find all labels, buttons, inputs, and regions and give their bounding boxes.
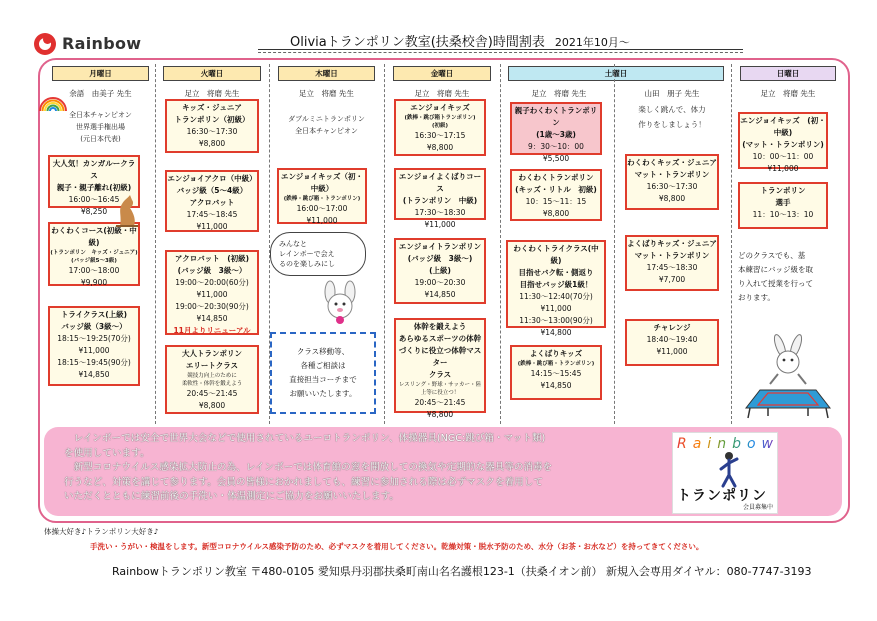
class-card[interactable] [738, 182, 828, 229]
sat-coach-note [617, 102, 727, 132]
class-time: 20:45〜21:45 [186, 389, 238, 398]
class-title: エンジョイトランポリン [398, 242, 482, 251]
class-price: ¥11,000 [540, 304, 572, 313]
teacher-sat-1: 足立 将磨 先生 [531, 89, 587, 98]
class-price: ¥5,500 [542, 154, 570, 163]
class-title: エンジョイアクロ（中級） [167, 174, 257, 183]
class-sub: アクロバット [189, 198, 235, 207]
class-sub: (バッジ級 3級〜） [177, 266, 247, 275]
note-line: 本練習にバッジ級を取 [738, 265, 813, 274]
class-time: 19:00〜20:30 [414, 278, 466, 287]
badge-practice-note [738, 249, 832, 305]
class-sub: 選手 [775, 198, 791, 207]
thu-coach-note [278, 113, 375, 137]
banner-line: 行うなど、対策を講じて参ります。会員の皆様におかれましても、練習に参加される際は必ずマスクを着用して [64, 476, 543, 488]
notice-line: 各種ご相談は [300, 361, 346, 370]
class-price: ¥8,800 [658, 194, 686, 203]
note-line: り入れて授業を行って [738, 279, 813, 288]
title-underline [258, 49, 743, 50]
class-price: ¥11,000 [656, 347, 688, 356]
promo-rainbow-text [677, 436, 779, 452]
notice-line: 直接担当コーチまで [289, 375, 357, 384]
notice-line: お願いいたします。 [289, 389, 357, 398]
bunny-mascot-icon [318, 278, 362, 324]
rainbow-logo [34, 32, 154, 56]
class-sub: (鉄棒・跳び箱・トランポリン) [283, 196, 361, 202]
class-title: 大人気！カンガルークラス [52, 159, 136, 180]
class-time: 11:30〜12:40(70分) [519, 292, 593, 301]
kangaroo-icon [112, 192, 142, 228]
class-card[interactable] [506, 240, 606, 337]
class-time: 16:00〜16:45 [68, 195, 120, 204]
class-card[interactable] [738, 112, 828, 173]
bubble-line: みんなと [279, 240, 307, 248]
class-sub: マット・トランポリン [634, 251, 710, 260]
class-card[interactable] [394, 318, 486, 419]
class-time: 20:45〜21:45 [414, 398, 466, 407]
class-card[interactable] [48, 222, 140, 286]
day-header-sun: 日曜日 [740, 66, 836, 81]
class-title: 親子わくわくトランポリン [514, 106, 598, 127]
class-price: ¥11,000 [767, 164, 799, 173]
day-header-thu: 木曜日 [278, 66, 375, 81]
class-sub: (バッジ級5〜3級) [71, 258, 117, 264]
day-header-sat: 土曜日 [508, 66, 724, 81]
note-line: 全日本チャンピオン [69, 111, 132, 119]
title-underline-dashed [258, 52, 743, 53]
class-time: 11:30〜13:00(90分) [519, 316, 593, 325]
class-time: 16:30〜17:15 [414, 131, 466, 140]
class-sub: (鉄棒・跳び箱トランポリン) [404, 115, 476, 121]
day-header-fri: 金曜日 [393, 66, 491, 81]
class-title: トランポリン [760, 186, 806, 195]
class-sub: (バッジ級 3級〜) [407, 254, 473, 263]
promo-rainbow-label: Rainbow [677, 436, 779, 452]
class-time: 18:40〜19:40 [646, 335, 698, 344]
column-separator [155, 64, 156, 424]
class-time: 16:30〜17:30 [186, 127, 238, 136]
class-card[interactable] [394, 99, 486, 156]
class-time: 10：00〜11：00 [752, 152, 814, 161]
gymnast-icon [717, 451, 741, 487]
note-line: ダブルミニトランポリン [288, 115, 365, 123]
bunny-trampoline-icon [738, 328, 838, 420]
class-card[interactable] [625, 319, 719, 366]
class-price: ¥11,000 [78, 346, 110, 355]
class-time: 18:15〜19:45(90分) [57, 358, 131, 367]
note-line: 作りをしましょう！ [638, 120, 706, 129]
page-title [290, 31, 730, 50]
class-title: よくばりキッズ・ジュニア [627, 239, 717, 248]
column-separator [500, 64, 501, 424]
class-title: エンジョイキッズ (初・中級) [740, 116, 826, 137]
mon-coach-note [52, 109, 149, 145]
class-price: ¥14,850 [540, 381, 572, 390]
teacher-sat-2: 山田 朋子 先生 [644, 89, 700, 98]
bubble-line: レインボーで会え [279, 250, 335, 258]
class-price: ¥8,800 [198, 401, 226, 410]
promo-subtitle: 会員募集中 [742, 504, 773, 511]
class-price: ¥7,700 [658, 275, 686, 284]
class-time: 17:45〜18:45 [186, 210, 238, 219]
class-card[interactable] [394, 238, 486, 304]
consultation-notice [270, 332, 376, 414]
class-sub: クラス [428, 370, 452, 379]
class-sub: バッジ級（3級〜） [61, 322, 127, 331]
teacher-tue: 足立 将磨 先生 [184, 89, 240, 98]
class-time: 10：15〜11：15 [525, 197, 587, 206]
column-separator [731, 64, 732, 424]
class-sub: トランポリン（初級） [174, 115, 250, 124]
class-sub: 目指せバク転・側返り [518, 268, 594, 277]
class-title: キッズ・ジュニア [182, 103, 242, 112]
teacher-mon: 余語 由美子 先生 [69, 89, 132, 98]
class-sub: あらゆるスポーツの体幹 [398, 334, 482, 343]
class-card[interactable] [165, 345, 259, 414]
class-card[interactable] [165, 170, 259, 232]
class-price: ¥11,000 [424, 220, 456, 229]
class-sub: 競技力向上のために [187, 373, 237, 379]
class-title: 大人トランポリン [182, 349, 242, 358]
class-price: ¥8,800 [426, 143, 454, 152]
teacher-thu: 足立 将磨 先生 [299, 89, 354, 98]
class-sub: (トランポリン キッズ・ジュニア) [50, 250, 138, 256]
note-line: 楽しく跳んで、体力 [638, 105, 706, 114]
renewal-note: 11月よりリニューアル [173, 326, 251, 335]
class-time: 14:15〜15:45 [530, 369, 582, 378]
logo-mark-icon [34, 33, 56, 55]
class-time: 19:00〜20:30(90分) [175, 302, 249, 311]
class-sub: づくりに役立つ体幹マスター [398, 346, 482, 367]
promo-title: トランポリン [677, 488, 767, 504]
class-time: 17:30〜18:30 [414, 208, 466, 217]
page-date: 2021年10月〜 [554, 36, 630, 49]
class-price: ¥14,850 [196, 314, 228, 323]
class-price: ¥8,800 [542, 209, 570, 218]
column-separator [614, 64, 615, 424]
class-card[interactable] [510, 102, 602, 163]
banner-line: いただくとともに練習前後の手洗い・体温測定にご協力をお願いいたします。 [64, 491, 400, 502]
class-card[interactable] [394, 168, 486, 229]
banner-line: を使用しています。 [64, 447, 150, 459]
class-time: 18:15〜19:25(70分) [57, 334, 131, 343]
class-title: 体幹を鍛えよう [413, 322, 467, 331]
class-price: ¥11,000 [196, 222, 228, 231]
class-title: わくわくコース(初級・中級) [51, 226, 137, 247]
day-header-tue: 火曜日 [163, 66, 261, 81]
banner-line: 新型コロナウイルス感染拡大防止の為、レインボーでは体育館の窓を開放しての換気や定期的な器具等の消毒を [73, 462, 553, 473]
class-sub: (マット・トランポリン) [742, 140, 824, 149]
note-line: 全日本チャンピオン [295, 127, 358, 135]
teacher-fri: 足立 将磨 先生 [414, 89, 470, 98]
note-line: おります。 [738, 293, 775, 302]
class-time: 19:00〜20:00(60分) [175, 278, 249, 287]
class-time: 11：10〜13：10 [752, 210, 814, 219]
class-title: よくばりキッズ [529, 349, 583, 358]
class-card[interactable] [625, 154, 719, 210]
note-line: (元日本代表) [80, 135, 121, 143]
column-separator [384, 64, 385, 424]
class-time: 17:45〜18:30 [646, 263, 698, 272]
footer-address: Rainbowトランポリン教室 〒480-0105 愛知県丹羽郡扶桑町南山名名護根123-1（扶桑イオン前） 新規入会専用ダイヤル：080-7747-3193 [112, 565, 812, 578]
class-price: ¥14,850 [424, 290, 456, 299]
class-card[interactable] [165, 250, 259, 335]
teacher-sun: 足立 将磨 先生 [760, 89, 816, 98]
class-sub: 柔軟性・体幹を鍛えよう [181, 381, 243, 387]
class-title: エンジョイキッズ [410, 103, 470, 112]
class-sub: 親子・親子離れ(初級) [56, 183, 132, 192]
class-price: ¥14,800 [540, 328, 572, 337]
class-sub: (キッズ・リトル 初級) [515, 185, 597, 194]
class-sub: (1歳〜3歳) [536, 130, 576, 139]
note-line: 世界選手権出場 [76, 123, 125, 131]
note-line: どのクラスでも、基 [738, 251, 806, 260]
class-sub: (初級) [431, 123, 449, 129]
footer-safety-note: 手洗い・うがい・検温をします。新型コロナウイルス感染予防のため、必ずマスクを着用してください。乾燥対策・脱水予防のため、水分（お茶・お水など）を持ってきてください。 [90, 542, 704, 551]
class-title: わくわくトライクラス(中級) [513, 244, 599, 265]
class-title: アクロバット (初級) [174, 254, 250, 263]
class-title: わくわくキッズ・ジュニア [627, 158, 717, 167]
page-title-text: Oliviaトランポリン教室(扶桑校舎)時間割表 [290, 35, 545, 50]
class-price: ¥8,800 [426, 410, 454, 419]
class-price: ¥11,000 [196, 290, 228, 299]
class-sub: バッジ級（5〜4級） [176, 186, 248, 195]
speech-bubble [270, 232, 366, 276]
membership-promo [672, 432, 778, 514]
logo-text: Rainbow [62, 34, 142, 53]
class-title: エンジョイキッズ（初・中級） [280, 172, 363, 193]
class-sub: エリートクラス [185, 361, 239, 370]
class-sub: (トランポリン 中級) [402, 196, 478, 205]
class-price: ¥11,000 [306, 216, 338, 225]
class-time: 9：30〜10：00 [528, 142, 584, 151]
class-sub: マット・トランポリン [634, 170, 710, 179]
class-title: トライクラス(上級) [60, 310, 128, 319]
class-card[interactable] [510, 169, 602, 221]
class-card[interactable] [165, 99, 259, 153]
class-time: 16:30〜17:30 [646, 182, 698, 191]
class-title: チャレンジ [653, 323, 691, 332]
day-header-mon: 月曜日 [52, 66, 149, 81]
class-time: 16:00〜17:00 [296, 204, 348, 213]
banner-text [64, 432, 639, 505]
class-price: ¥8,800 [198, 139, 226, 148]
class-sub: 目指せバッジ級1級！ [519, 280, 593, 289]
class-title: エンジョイよくばりコース [398, 172, 482, 193]
class-title: わくわくトランポリン [518, 173, 594, 182]
class-sub: (上級) [429, 266, 451, 275]
class-card[interactable] [625, 235, 719, 291]
class-price: ¥9,900 [80, 278, 108, 287]
class-time: 17:00〜18:00 [68, 266, 120, 275]
class-price: ¥14,850 [78, 370, 110, 379]
bubble-line: るのを楽しみにし [279, 260, 335, 268]
class-card[interactable] [48, 306, 140, 386]
class-sub: 上等に役立つ！ [420, 390, 460, 396]
class-card[interactable] [277, 168, 367, 224]
class-price: ¥8,250 [80, 207, 108, 216]
banner-line: レインボーでは安全で世界大会などで使用されているユーロトランポリン、体操器具(NGC:跳び箱・マット類) [73, 433, 546, 444]
class-card[interactable] [510, 345, 602, 400]
class-sub: (鉄棒・跳び箱・トランポリン) [517, 361, 595, 367]
notice-line: クラス移動等、 [296, 347, 350, 356]
class-sub: レスリング・野球・サッカー・陸 [398, 382, 482, 388]
footer-tagline: 体操大好き♪トランポリン大好き♪ [44, 527, 159, 536]
